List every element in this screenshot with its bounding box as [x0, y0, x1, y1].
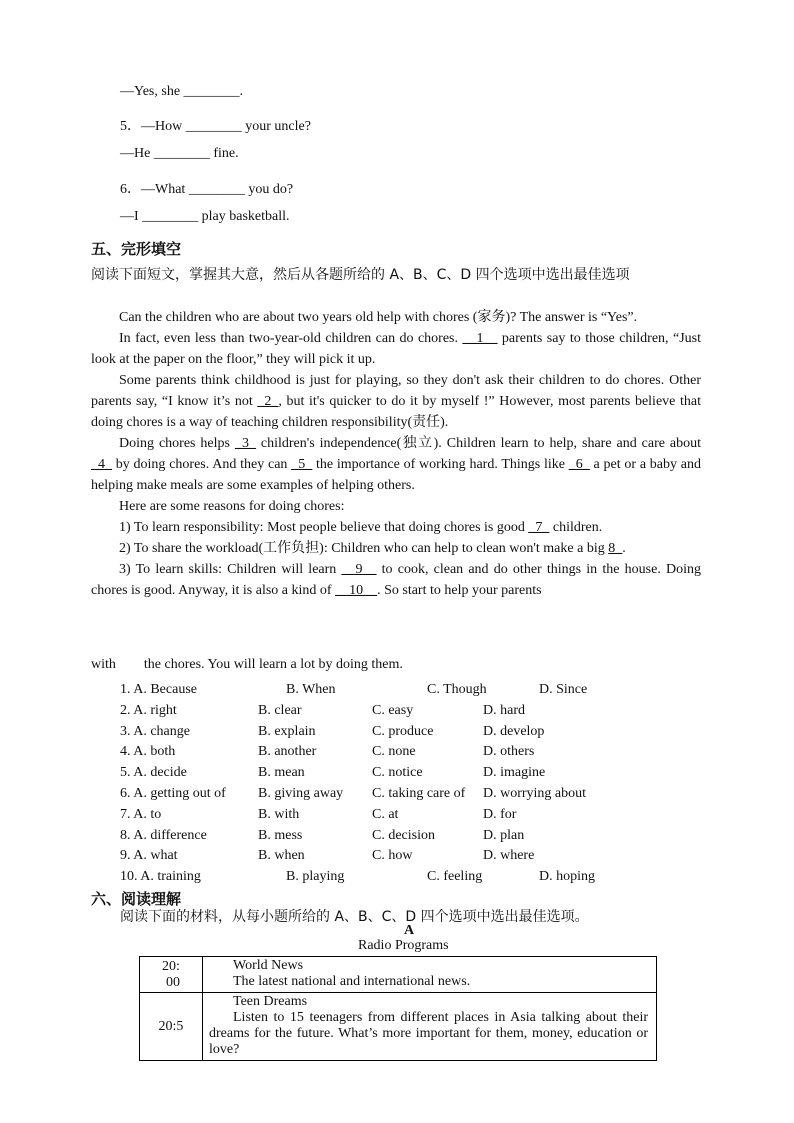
- option-10-D: D. hoping: [539, 869, 595, 885]
- option-3-A: 3. A. change: [120, 723, 190, 739]
- passage-final-line: with the chores. You will learn a lot by doing them.: [91, 657, 403, 672]
- option-1-A: 1. A. Because: [120, 682, 197, 697]
- passage-paragraph-2: In fact, even less than two-year-old children can do chores. __1__ parents say to those children, “Just look at the paper on the floor,” they will pick it up.: [91, 331, 702, 367]
- blank-3: _3_: [234, 436, 256, 451]
- blank-1: __1__: [462, 331, 498, 346]
- option-8-A: 8. A. difference: [120, 827, 207, 843]
- option-8-B: B. mess: [258, 827, 303, 843]
- option-3-B: B. explain: [258, 723, 316, 739]
- option-6-C: C. taking care of: [372, 786, 466, 801]
- blank-5: _5_: [291, 457, 313, 472]
- blank-4: _4_: [91, 457, 112, 472]
- option-5-C: C. notice: [372, 765, 423, 781]
- option-6-D: D. worrying about: [483, 786, 587, 801]
- option-2-D: D. hard: [483, 702, 525, 718]
- section-6-title: 六、阅读理解: [91, 890, 182, 908]
- blank-6: _6_: [568, 457, 590, 472]
- program-description: The latest national and international news.: [233, 974, 471, 989]
- option-2-A: 2. A. right: [120, 702, 177, 718]
- option-1-D: D. Since: [539, 682, 588, 697]
- blank-2: _2_: [257, 394, 279, 409]
- option-6-A: 6. A. getting out of: [120, 786, 226, 801]
- cloze-passage: [91, 307, 701, 601]
- option-9-B: B. when: [258, 848, 305, 864]
- passage-paragraph-1: Can the children who are about two years old help with chores (家务)? The answer is “Yes”.: [119, 310, 638, 325]
- passage-paragraph-6: 1) To learn responsibility: Most people believe that doing chores is good _7_ children.: [119, 520, 603, 535]
- program-name: Teen Dreams: [233, 994, 308, 1009]
- option-10-B: B. playing: [286, 869, 345, 885]
- option-10-A: 10. A. training: [120, 869, 201, 885]
- program-name: World News: [233, 958, 304, 973]
- option-9-C: C. how: [372, 848, 413, 864]
- table-row: [140, 993, 656, 1060]
- option-8-D: D. plan: [483, 827, 525, 843]
- dialogue-line-2: 5．—How ________ your uncle?: [120, 119, 311, 134]
- option-1-B: B. When: [286, 682, 336, 697]
- passage-paragraph-5: Here are some reasons for doing chores:: [119, 499, 345, 514]
- radio-programs-table: [139, 956, 657, 1061]
- passage-paragraph-7: 2) To share the workload(工作负担): Children who can help to clean won't make a big 8_.: [119, 541, 626, 556]
- option-4-A: 4. A. both: [120, 744, 176, 760]
- option-5-B: B. mean: [258, 765, 305, 781]
- dialogue-line-3: —He ________ fine.: [120, 146, 239, 161]
- passage-letter: A: [404, 923, 415, 938]
- blank-9: __9__: [341, 562, 377, 577]
- section-5-title: 五、完形填空: [91, 240, 182, 258]
- option-7-A: 7. A. to: [120, 806, 162, 822]
- option-1-C: C. Though: [427, 682, 487, 697]
- option-3-D: D. develop: [483, 723, 545, 739]
- program-description: Listen to 15 teenagers from different places in Asia talking about their dreams for the future. What’s more important for them, money, education or love?: [209, 1010, 648, 1057]
- option-10-C: C. feeling: [427, 869, 483, 885]
- blank-7: _7_: [528, 520, 550, 535]
- option-2-B: B. clear: [258, 702, 302, 718]
- option-5-A: 5. A. decide: [120, 765, 187, 781]
- option-4-B: B. another: [258, 744, 317, 760]
- option-7-C: C. at: [372, 806, 399, 822]
- option-6-B: B. giving away: [258, 786, 344, 801]
- table-title: Radio Programs: [358, 938, 449, 953]
- table-row: [140, 957, 656, 993]
- passage-paragraph-3: Some parents think childhood is just for playing, so they don't ask their children to do chores. Other parents say, “I know it’s not _2_, but it's quicker to do it by myself !” However, most parents believe that doing chores is a way of teaching children responsibility(责任).: [91, 373, 701, 430]
- option-2-C: C. easy: [372, 702, 414, 718]
- dialogue-line-5: —I ________ play basketball.: [120, 209, 290, 224]
- section-6-instruction: 阅读下面的材料，从每小题所给的 A、B、C、D 四个选项中选出最佳选项。: [120, 909, 589, 925]
- option-3-C: C. produce: [372, 723, 434, 739]
- passage-paragraph-8: 3) To learn skills: Children will learn __9__ to cook, clean and do other things in the house. Doing chores is good. Anyway, it is also a kind of __10__. So start to help your parents: [91, 562, 701, 598]
- dialogue-line-4: 6．—What ________ you do?: [120, 182, 294, 197]
- option-4-C: C. none: [372, 744, 416, 760]
- option-7-B: B. with: [258, 806, 300, 822]
- option-5-D: D. imagine: [483, 765, 546, 781]
- dialogue-line-1: —Yes, she ________.: [120, 84, 244, 99]
- option-9-D: D. where: [483, 848, 535, 864]
- section-5-instruction: 阅读下面短文，掌握其大意，然后从各题所给的 A、B、C、D 四个选项中选出最佳选项: [91, 267, 630, 283]
- passage-paragraph-4: Doing chores helps _3_ children's independence(独立). Children learn to help, share and care about _4_ by doing chores. And they can _5_ the importance of working hard. Things like _6_ a pet or a baby and helping make meals are some examples of helping others.: [91, 436, 702, 493]
- blank-10: __10__: [335, 583, 378, 598]
- program-time: 20:5: [140, 993, 203, 1060]
- option-8-C: C. decision: [372, 827, 435, 843]
- option-9-A: 9. A. what: [120, 848, 178, 864]
- program-time: 20: 00: [140, 957, 203, 992]
- blank-8: 8_: [608, 541, 623, 556]
- option-4-D: D. others: [483, 744, 535, 760]
- option-7-D: D. for: [483, 806, 517, 822]
